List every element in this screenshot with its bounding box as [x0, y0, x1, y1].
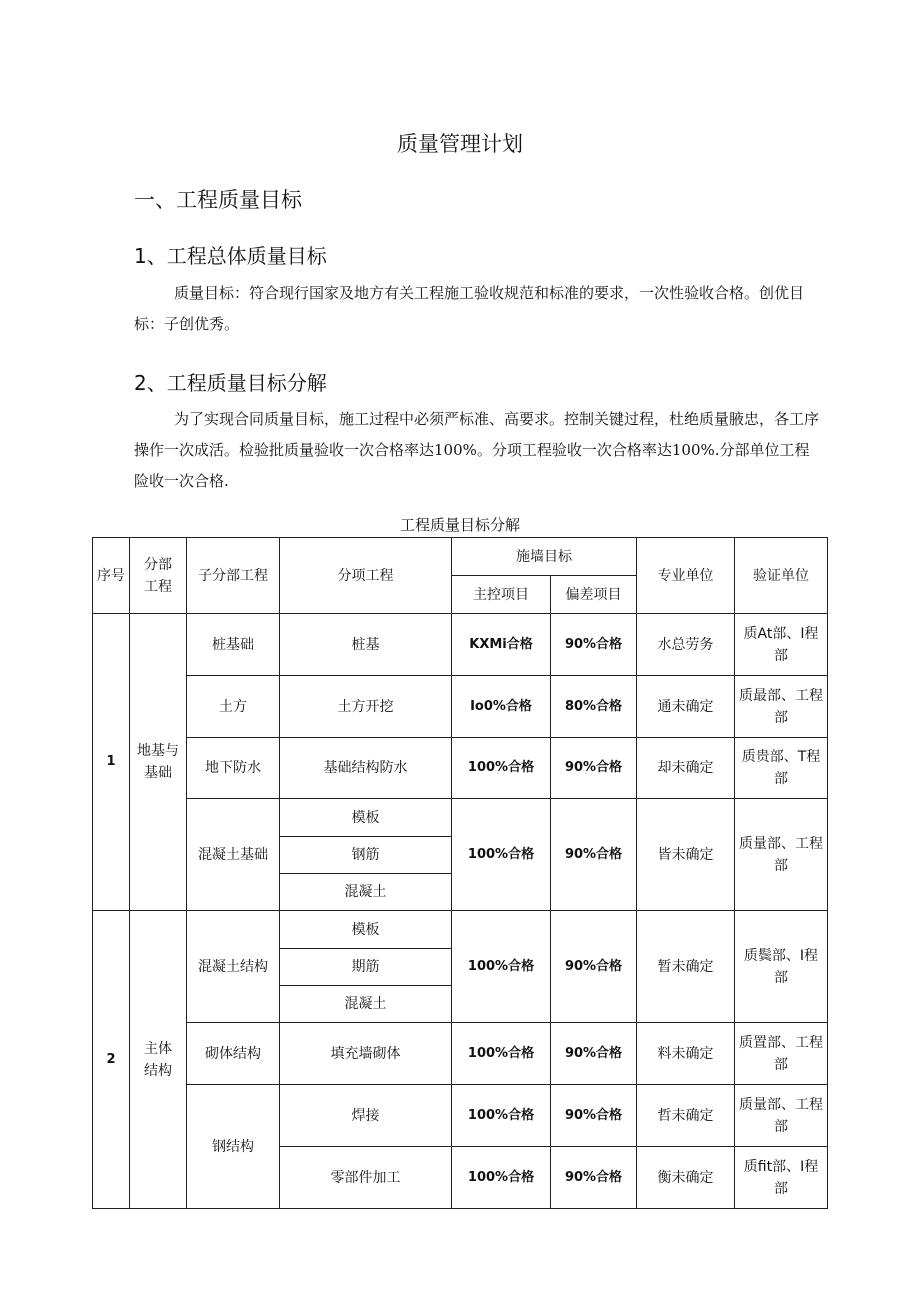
item-cell: 焊接 — [280, 1085, 452, 1147]
main-cell: 100%合格 — [452, 738, 551, 799]
table-row — [93, 911, 828, 949]
section-heading-quality-goals: 一、工程质量目标 — [134, 188, 302, 212]
main-cell: 100%合格 — [452, 911, 551, 1023]
subdivision-cell: 混凝土基础 — [187, 799, 280, 911]
header-item: 分项工程 — [280, 538, 452, 614]
deviation-cell: 90%合格 — [551, 614, 637, 676]
table-row — [93, 1085, 828, 1147]
main-cell: KXMi合格 — [452, 614, 551, 676]
deviation-cell: 90%合格 — [551, 1147, 637, 1209]
page-title: 质量管理计划 — [397, 132, 523, 156]
deviation-cell: 90%合格 — [551, 1085, 637, 1147]
item-cell: 模板 — [280, 799, 452, 837]
table-row — [93, 614, 828, 676]
quality-goal-table — [92, 537, 828, 1209]
header-unit: 专业单位 — [637, 538, 735, 614]
item-cell: 混凝土 — [280, 874, 452, 911]
subdivision-cell: 混凝土结构 — [187, 911, 280, 1023]
table-row — [93, 799, 828, 837]
verify-cell: 质量部、工程部 — [735, 799, 828, 911]
item-cell: 钢筋 — [280, 837, 452, 874]
header-deviation: 偏差项目 — [551, 576, 637, 614]
item-cell: 期筋 — [280, 949, 452, 986]
verify-cell: 质At部、I程部 — [735, 614, 828, 676]
header-main: 主控项目 — [452, 576, 551, 614]
subheading-overall-goal: 1、工程总体质量目标 — [134, 244, 327, 268]
paragraph-overall-goal — [134, 278, 824, 340]
deviation-cell: 90%合格 — [551, 911, 637, 1023]
item-cell: 土方开挖 — [280, 676, 452, 738]
header-verify: 验证单位 — [735, 538, 828, 614]
group-seq: 1 — [93, 614, 130, 911]
group-division: 地基与基础 — [130, 614, 187, 911]
main-cell: 100%合格 — [452, 1023, 551, 1085]
subdivision-cell: 地下防水 — [187, 738, 280, 799]
unit-cell: 通未确定 — [637, 676, 735, 738]
main-cell: 100%合格 — [452, 1147, 551, 1209]
group-division: 主体结构 — [130, 911, 187, 1209]
deviation-cell: 90%合格 — [551, 738, 637, 799]
verify-cell: 质fit部、I程部 — [735, 1147, 828, 1209]
main-cell: 100%合格 — [452, 799, 551, 911]
subheading-goal-breakdown: 2、工程质量目标分解 — [134, 371, 327, 395]
table-caption: 工程质量目标分解 — [399, 516, 520, 534]
unit-cell: 料未确定 — [637, 1023, 735, 1085]
header-division: 分部工程 — [130, 538, 187, 614]
group-seq: 2 — [93, 911, 130, 1209]
unit-cell: 衡未确定 — [637, 1147, 735, 1209]
item-cell: 填充墙砌体 — [280, 1023, 452, 1085]
subdivision-cell: 土方 — [187, 676, 280, 738]
table-row — [93, 676, 828, 738]
deviation-cell: 90%合格 — [551, 1023, 637, 1085]
item-cell: 桩基 — [280, 614, 452, 676]
item-cell: 基础结构防水 — [280, 738, 452, 799]
table-row — [93, 1023, 828, 1085]
verify-cell: 质最部、工程部 — [735, 676, 828, 738]
header-seq: 序号 — [93, 538, 130, 614]
header-target: 施墙目标 — [452, 538, 637, 576]
unit-cell: 皆未确定 — [637, 799, 735, 911]
verify-cell: 质贵部、T程部 — [735, 738, 828, 799]
subdivision-cell: 桩基础 — [187, 614, 280, 676]
item-cell: 零部件加工 — [280, 1147, 452, 1209]
main-cell: 100%合格 — [452, 1085, 551, 1147]
unit-cell: 哲未确定 — [637, 1085, 735, 1147]
verify-cell: 质量部、工程部 — [735, 1085, 828, 1147]
verify-cell: 质置部、工程部 — [735, 1023, 828, 1085]
unit-cell: 暂未确定 — [637, 911, 735, 1023]
subdivision-cell: 砌体结构 — [187, 1023, 280, 1085]
deviation-cell: 90%合格 — [551, 799, 637, 911]
item-cell: 模板 — [280, 911, 452, 949]
paragraph-goal-breakdown-text: 为了实现合同质量目标，施工过程中必须严标准、高要求。控制关键过程，杜绝质量腋忠，各工序操作一次成活。检验批质量验收一次合格率达100%。分项工程验收一次合格率达100%.分部单位工程险收一次合格. — [134, 410, 820, 490]
item-cell: 混凝土 — [280, 986, 452, 1023]
table-row — [93, 738, 828, 799]
paragraph-overall-goal-text: 质量目标：符合现行国家及地方有关工程施工验收规范和标准的要求，一次性验收合格。创优目标：子创优秀。 — [134, 284, 805, 333]
subdivision-cell: 钢结构 — [187, 1085, 280, 1209]
main-cell: Io0%合格 — [452, 676, 551, 738]
verify-cell: 质鬓部、I程部 — [735, 911, 828, 1023]
header-subdivision: 子分部工程 — [187, 538, 280, 614]
deviation-cell: 80%合格 — [551, 676, 637, 738]
unit-cell: 却未确定 — [637, 738, 735, 799]
unit-cell: 水总劳务 — [637, 614, 735, 676]
paragraph-goal-breakdown — [134, 404, 824, 497]
